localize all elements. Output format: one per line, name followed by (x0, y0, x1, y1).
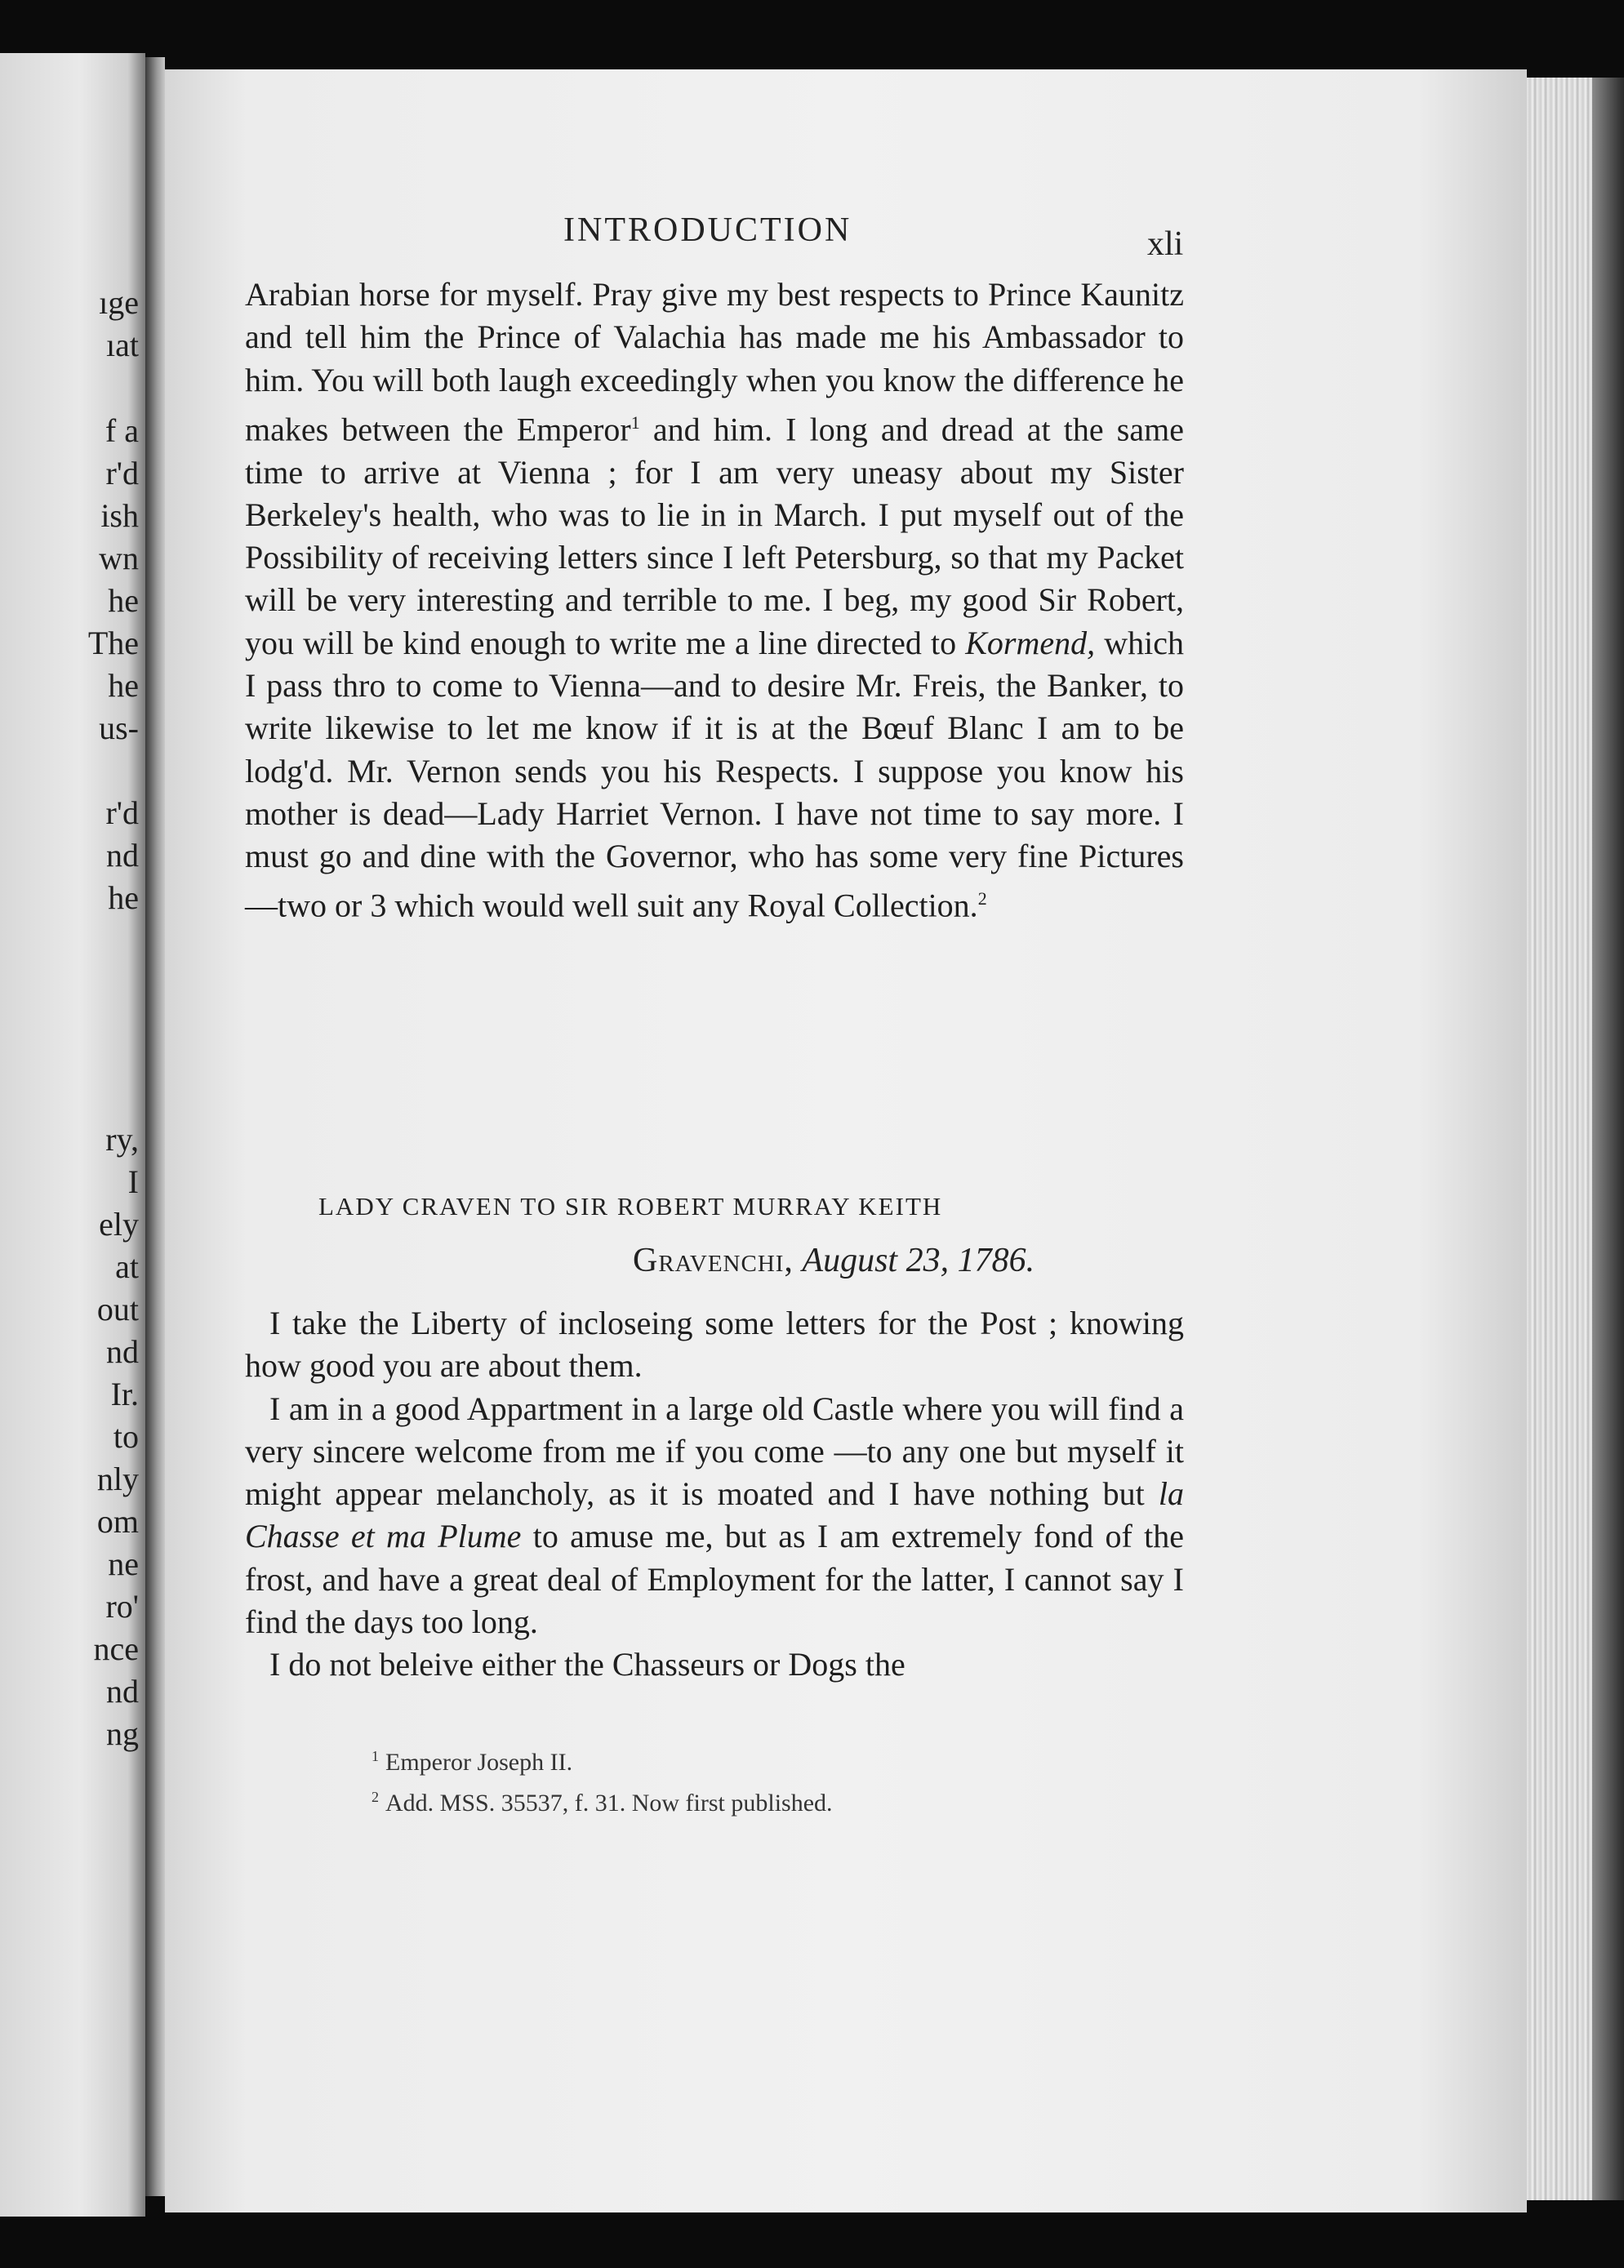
left-page-line-fragment: ry, (105, 1121, 139, 1158)
left-page-line-fragment: ish (100, 497, 139, 534)
left-page-fragment (0, 53, 145, 2217)
left-page-line-fragment: to (113, 1418, 139, 1455)
letter1-text-a: Arabian horse for myself. Pray give my best respects to Prince Kaunitz and tell him the Prince of Valachia has made me his Ambassador to him. You will both laugh exceedingly when you know the difference he makes between the Emperor (245, 276, 1184, 448)
letter2-body (245, 1302, 1184, 1687)
left-page-line-fragment: I (127, 1163, 139, 1200)
left-page-line-fragment: ıge (99, 284, 139, 321)
left-page-line-fragment: nly (96, 1461, 139, 1497)
footnote-ref-1: 1 (630, 411, 640, 433)
left-page-line-fragment: at (115, 1248, 139, 1285)
footnote-ref-2: 2 (977, 888, 987, 909)
left-page-line-fragment: om (96, 1503, 139, 1540)
letter2-para2-end: to amuse me, but as I am extremely fond of the frost, and have a great deal of Employment for the latter, I cannot say I find the days too long. (245, 1518, 1184, 1641)
footnote-2-marker: 2 (372, 1789, 379, 1805)
left-page-line-fragment: The (87, 625, 139, 661)
left-page-line-fragment: out (96, 1291, 139, 1327)
letter1-kormend: Kormend, (965, 624, 1096, 661)
left-page-line-fragment: r'd (105, 794, 139, 831)
left-page-line-fragment: ely (99, 1206, 139, 1243)
left-page-line-fragment: ro' (105, 1588, 139, 1625)
left-page-line-fragment: f a (105, 412, 139, 449)
letter-heading: LADY CRAVEN TO SIR ROBERT MURRAY KEITH (318, 1192, 943, 1221)
book-gutter (145, 57, 165, 2196)
letter2-para1: I take the Liberty of incloseing some letters for the Post ; knowing how good you are about them. (245, 1305, 1184, 1385)
left-page-line-fragment: r'd (105, 455, 139, 491)
left-page-line-fragment: nce (93, 1630, 139, 1667)
left-page-line-fragment: ne (108, 1545, 139, 1582)
letter2-para3: I do not beleive either the Chasseurs or Dogs the (269, 1646, 905, 1683)
page-edges (1527, 78, 1592, 2200)
dateline-place: Gravenchi, (633, 1242, 794, 1279)
footnotes (372, 1739, 833, 1821)
letter2-para2-italic: la Chasse et ma Plume (245, 1475, 1184, 1555)
left-page-line-fragment: he (108, 879, 139, 916)
footnote-1-marker: 1 (372, 1748, 379, 1764)
left-page-line-fragment: ıat (106, 327, 139, 363)
letter-dateline (633, 1241, 1034, 1280)
footnote-1-text: Emperor Joseph II. (385, 1749, 573, 1776)
footnote-2-text: Add. MSS. 35537, f. 31. Now first published. (385, 1790, 833, 1817)
left-page-line-fragment: he (108, 582, 139, 619)
letter2-para2-start: I am in a good Appartment in a large old Castle where you will find a very sincere welcome from me if you come —to any one but myself it might appear melancholy, as it is moated and I have nothing but (245, 1390, 1184, 1513)
footnote-1 (372, 1739, 833, 1780)
running-head: INTRODUCTION (563, 211, 852, 249)
dateline-date: August 23, 1786. (802, 1242, 1035, 1279)
letter-continuation (245, 273, 1184, 927)
page-edge-shadow (1592, 78, 1624, 2200)
left-page-line-fragment: nd (106, 837, 139, 874)
left-page-line-fragment: ng (106, 1715, 139, 1752)
left-page-line-fragment: wn (99, 540, 139, 576)
page-number: xli (1147, 225, 1184, 263)
left-page-line-fragment: nd (106, 1673, 139, 1710)
letter1-text-b: and him. I long and dread at the same time to arrive at Vienna ; for I am very uneasy about my Sister Berkeley's health, who was to lie in in March. I put myself out of the Possibility of receiving letters since I left Petersburg, so that my Packet will be very interesting and terrible to me. I beg, my good Sir Robert, you will be kind enough to write me a line directed to (245, 411, 1184, 661)
left-page-line-fragment: he (108, 667, 139, 704)
left-page-line-fragment: Ir. (110, 1376, 139, 1412)
letter2-para2 (245, 1388, 1184, 1644)
letter1-text-c: which I pass thro to come to Vienna—and to desire Mr. Freis, the Banker, to write likewise to let me know if it is at the Bœuf Blanc I am to be lodg'd. Mr. Vernon sends you his Respects. I suppose you know his mother is dead—Lady Harriet Vernon. I have not time to say more. I must go and dine with the Governor, who has some very fine Pictures —two or 3 which would well suit any Royal Collection. (245, 624, 1184, 924)
left-page-line-fragment: nd (106, 1333, 139, 1370)
left-page-line-fragment: us- (99, 709, 139, 746)
footnote-2 (372, 1780, 833, 1821)
